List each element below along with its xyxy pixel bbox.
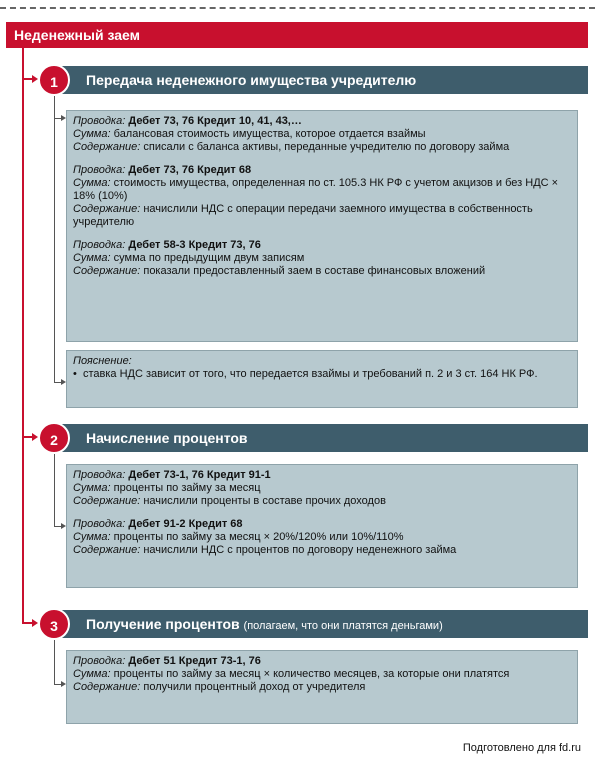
entry-posting-accounts: Дебет 73-1, 76 Кредит 91-1 (128, 469, 271, 481)
entry-amount-text: сумма по предыдущим двум записям (113, 252, 305, 264)
section-1-entry-2 (73, 164, 571, 229)
entry-amount-label: Сумма: (73, 668, 111, 680)
section-1-number-badge: 1 (38, 64, 70, 96)
section-2-entry-1 (73, 469, 571, 508)
entry-posting-accounts: Дебет 58-3 Кредит 73, 76 (128, 239, 261, 251)
entry-content-text: списали с баланса активы, переданные учредителю по договору займа (143, 141, 510, 153)
section-3-title: Получение процентов (86, 616, 240, 632)
entry-amount-label: Сумма: (73, 177, 111, 189)
section-1-sub-line (54, 96, 55, 382)
entry-content-label: Содержание: (73, 495, 141, 507)
entry-content-label: Содержание: (73, 265, 141, 277)
entry-amount-text: проценты по займу за месяц (113, 482, 261, 494)
entry-content-text: начислили НДС с процентов по договору неденежного займа (143, 544, 457, 556)
section-1-title: Передача неденежного имущества учредителю (86, 72, 417, 88)
entry-posting-label: Проводка: (73, 469, 126, 481)
top-dashed-divider (0, 7, 595, 9)
entry-content-text: начислили проценты в составе прочих доходов (143, 495, 386, 507)
entry-amount-text: проценты по займу за месяц × 20%/120% или 10%/110% (113, 531, 404, 543)
entry-posting-label: Проводка: (73, 655, 126, 667)
section-3-note: (полагаем, что они платятся деньгами) (243, 620, 443, 632)
entry-posting-label: Проводка: (73, 115, 126, 127)
section-2-sub-line (54, 454, 55, 526)
section-2-number-badge: 2 (38, 422, 70, 454)
section-1-explanation-box (66, 350, 578, 408)
section-3-entry-1 (73, 655, 571, 694)
entry-content-text: показали предоставленный заем в составе финансовых вложений (143, 265, 486, 277)
entry-posting-accounts: Дебет 91-2 Кредит 68 (128, 518, 243, 530)
section-3-entries-box (66, 650, 578, 724)
section-1-header (50, 66, 588, 94)
entry-content-label: Содержание: (73, 681, 141, 693)
entry-amount-text: проценты по займу за месяц × количество месяцев, за которые они платятся (113, 668, 510, 680)
entry-content-text: начислили НДС с операции передачи заемного имущества в собственность учредителю (73, 203, 533, 228)
section-3-header (50, 610, 588, 638)
section-1-entry-1 (73, 115, 571, 154)
entry-amount-label: Сумма: (73, 482, 111, 494)
section-2-header (50, 424, 588, 452)
entry-content-label: Содержание: (73, 203, 141, 215)
entry-posting-accounts: Дебет 73, 76 Кредит 68 (128, 164, 252, 176)
section-1-entries-box (66, 110, 578, 342)
section-2-entries-box (66, 464, 578, 588)
entry-amount-label: Сумма: (73, 531, 111, 543)
entry-content-label: Содержание: (73, 141, 141, 153)
entry-content-label: Содержание: (73, 544, 141, 556)
footer-credit: Подготовлено для fd.ru (462, 742, 581, 754)
entry-posting-accounts: Дебет 73, 76 Кредит 10, 41, 43,… (128, 115, 302, 127)
section-2-entry-2 (73, 518, 571, 557)
entry-amount-label: Сумма: (73, 128, 111, 140)
entry-content-text: получили процентный доход от учредителя (143, 681, 366, 693)
main-connector-line (22, 48, 24, 624)
explanation-label: Пояснение: (73, 355, 132, 367)
explanation-bullet: • ставка НДС зависит от того, что передается взаймы и требований п. 2 и 3 ст. 164 НК РФ. (73, 368, 571, 381)
section-2-title: Начисление процентов (86, 430, 248, 446)
entry-amount-text: стоимость имущества, определенная по ст. 105.3 НК РФ с учетом акцизов и без НДС × 18% (10%) (73, 177, 559, 202)
entry-amount-text: балансовая стоимость имущества, которое отдается взаймы (113, 128, 426, 140)
section-3-number-badge: 3 (38, 608, 70, 640)
entry-amount-label: Сумма: (73, 252, 111, 264)
entry-posting-label: Проводка: (73, 239, 126, 251)
section-1-entry-3 (73, 239, 571, 278)
entry-posting-label: Проводка: (73, 164, 126, 176)
section-3-sub-line (54, 640, 55, 684)
entry-posting-accounts: Дебет 51 Кредит 73-1, 76 (128, 655, 261, 667)
entry-posting-label: Проводка: (73, 518, 126, 530)
page-title: Неденежный заем (6, 22, 588, 48)
